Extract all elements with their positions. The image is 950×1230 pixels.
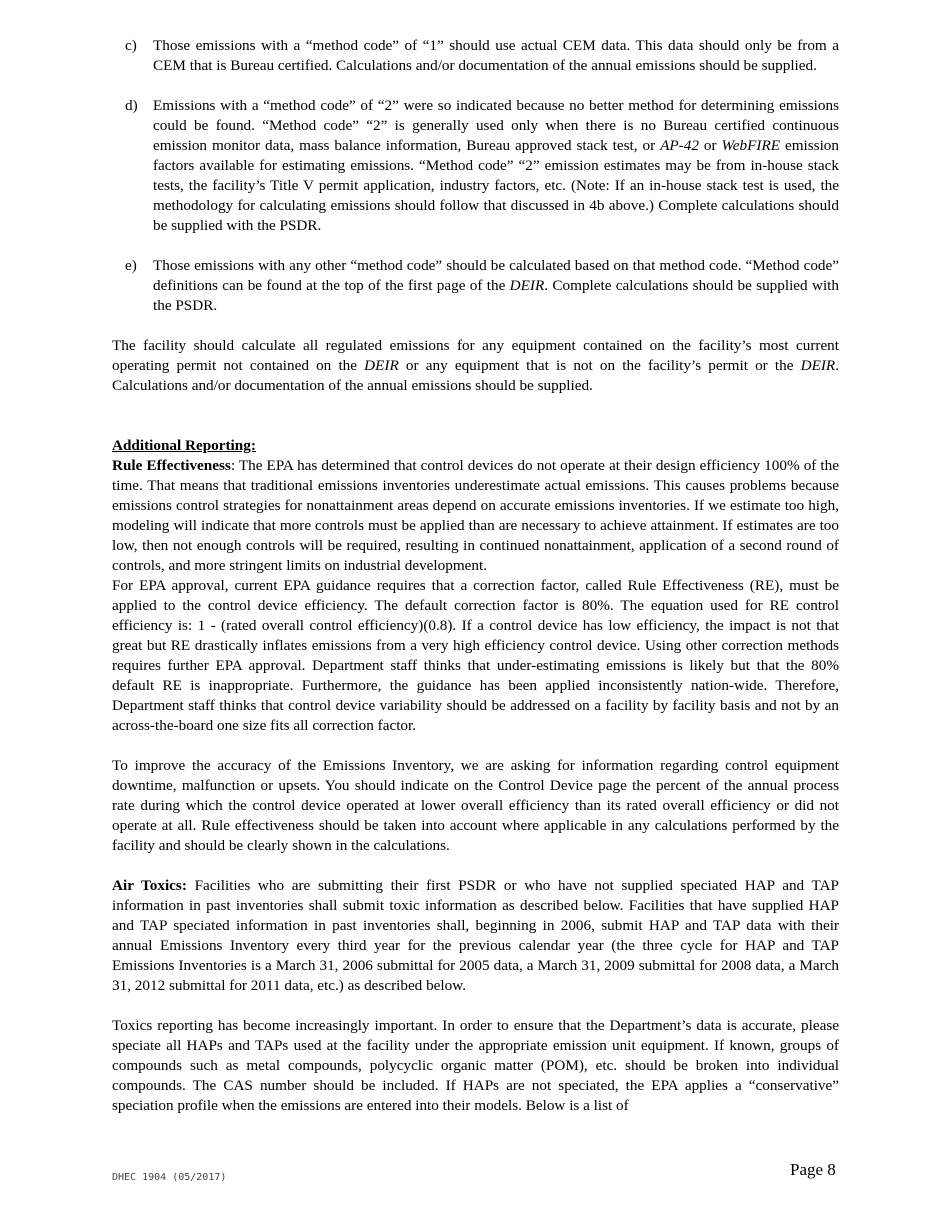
list-item-d xyxy=(112,96,839,236)
air-toxics-paragraph xyxy=(112,876,839,996)
improve-accuracy-paragraph: To improve the accuracy of the Emissions Inventory, we are asking for information regarding control equipment downtime, malfunction or upsets. You should indicate on the Control Device page the percent of the annual process rate during which the control device operated at lower overall efficiency than its rated overall efficiency or did not operate at all. Rule effectiveness should be taken into account where applicable in any calculations performed by the facility and should be clearly shown in the calculations. xyxy=(112,757,839,854)
page-number: Page 8 xyxy=(790,1160,836,1179)
epa-approval-paragraph: For EPA approval, current EPA guidance requires that a correction factor, called Rule Effectiveness (RE), must be applied to the control device efficiency. The default correction factor is 80%. The equation used for RE control efficiency is: 1 - (rated overall control efficiency)(0.8). If a control device has low efficiency, the impact is not that great but RE drastically inflates emissions from a very high efficiency control device. Using other correction methods requires further EPA approval. Department staff thinks that under-estimating emissions is likely but that the 80% default RE is inappropriate. Furthermore, the guidance has been applied inconsistently nation-wide. Therefore, Department staff thinks that control device variability should be addressed on a facility by facility basis and not by an across-the-board one size fits all correction factor. xyxy=(112,577,839,734)
text-run: . Complete calculations should be supplied with the PSDR. xyxy=(153,277,839,314)
list-item-e xyxy=(112,256,839,316)
bold-label: Rule Effectiveness xyxy=(112,457,231,474)
text-run: Emissions with a “method code” of “2” were so indicated because no better method for determining emissions could be found. “Method code” “2” is generally used only when there is no Bureau certified continuous emission monitor data, mass balance information, Bureau approved stack test, or xyxy=(153,97,839,154)
italic-term: AP-42 xyxy=(660,137,699,154)
text-run: Facilities who are submitting their first PSDR or who have not supplied speciated HAP and TAP information in past inventories shall submit toxic information as described below. Facilities that have supplied HAP and TAP speciated information in past inventories shall, beginning in 2006, submit HAP and TAP data with their annual Emissions Inventory every third year for the previous calendar year (the three cycle for HAP and TAP Emissions Inventories is a March 31, 2006 submittal for 2005 data, a March 31, 2009 submittal for 2008 data, a March 31, 2012 submittal for 2011 data, etc.) as described below. xyxy=(112,877,840,994)
italic-term: DEIR xyxy=(800,357,836,374)
section-heading xyxy=(112,436,839,456)
list-text: Those emissions with a “method code” of “1” should use actual CEM data. This data should only be from a CEM that is Bureau certified. Calculations and/or documentation of the annual emissions should be supplied. xyxy=(153,37,839,74)
text-run: : The EPA has determined that control devices do not operate at their design efficiency 100% of the time. That means that traditional emissions inventories underestimate actual emissions. This causes problems because emissions control strategies for nonattainment areas depend on accurate emissions inventories. If we estimate too high, modeling will indicate that more controls must be applied than are necessary to achieve attainment. If estimates are too low, then not enough controls will be required, resulting in continued nonattainment, application of a second round of controls, and more stringent limits on industrial development. xyxy=(112,457,839,574)
list-marker: e) xyxy=(125,257,137,274)
text-run: Those emissions with any other “method code” should be calculated based on that method code. “Method code” definitions can be found at the top of the first page of the xyxy=(153,257,839,294)
italic-term: DEIR xyxy=(509,277,545,294)
text-run: or any equipment that is not on the facility’s permit or the xyxy=(398,357,801,374)
text-run: emission factors available for estimating emissions. “Method code” “2” emission estimates may be from in-house stack tests, the facility’s Title V permit application, industry factors, etc. (Note: If an in-house stack test is used, the methodology for calculating emissions should follow that discussed in 4b above.) Complete calculations should be supplied with the PSDR. xyxy=(153,137,839,234)
list-marker: d) xyxy=(125,97,138,114)
bold-label: Air Toxics: xyxy=(112,877,187,894)
toxics-reporting-paragraph: Toxics reporting has become increasingly important. In order to ensure that the Department’s data is accurate, please speciate all HAPs and TAPs used at the facility under the appropriate emission unit equipment. If known, groups of compounds such as metal compounds, polycyclic organic matter (POM), etc. should be broken into individual compounds. The CAS number should be included. If HAPs are not speciated, the EPA applies a “conservative” speciation profile when the emissions are entered into their models. Below is a list of xyxy=(112,1017,839,1114)
list-item-c xyxy=(112,36,839,76)
text-run: The facility should calculate all regulated emissions for any equipment contained on the facility’s most current operating permit not contained on the xyxy=(112,337,839,374)
italic-term: WebFIRE xyxy=(721,137,781,154)
list-marker: c) xyxy=(125,37,137,54)
rule-effectiveness-paragraph xyxy=(112,456,839,576)
document-page xyxy=(112,36,839,1116)
heading-text: Additional Reporting: xyxy=(112,437,256,454)
text-run: or xyxy=(698,137,722,154)
italic-term: DEIR xyxy=(364,357,399,374)
list-text xyxy=(153,256,839,316)
text-run: . Calculations and/or documentation of the annual emissions should be supplied. xyxy=(112,357,840,394)
form-id: DHEC 1904 (05/2017) xyxy=(112,1172,227,1183)
facility-paragraph xyxy=(112,336,839,396)
list-text xyxy=(153,96,839,236)
